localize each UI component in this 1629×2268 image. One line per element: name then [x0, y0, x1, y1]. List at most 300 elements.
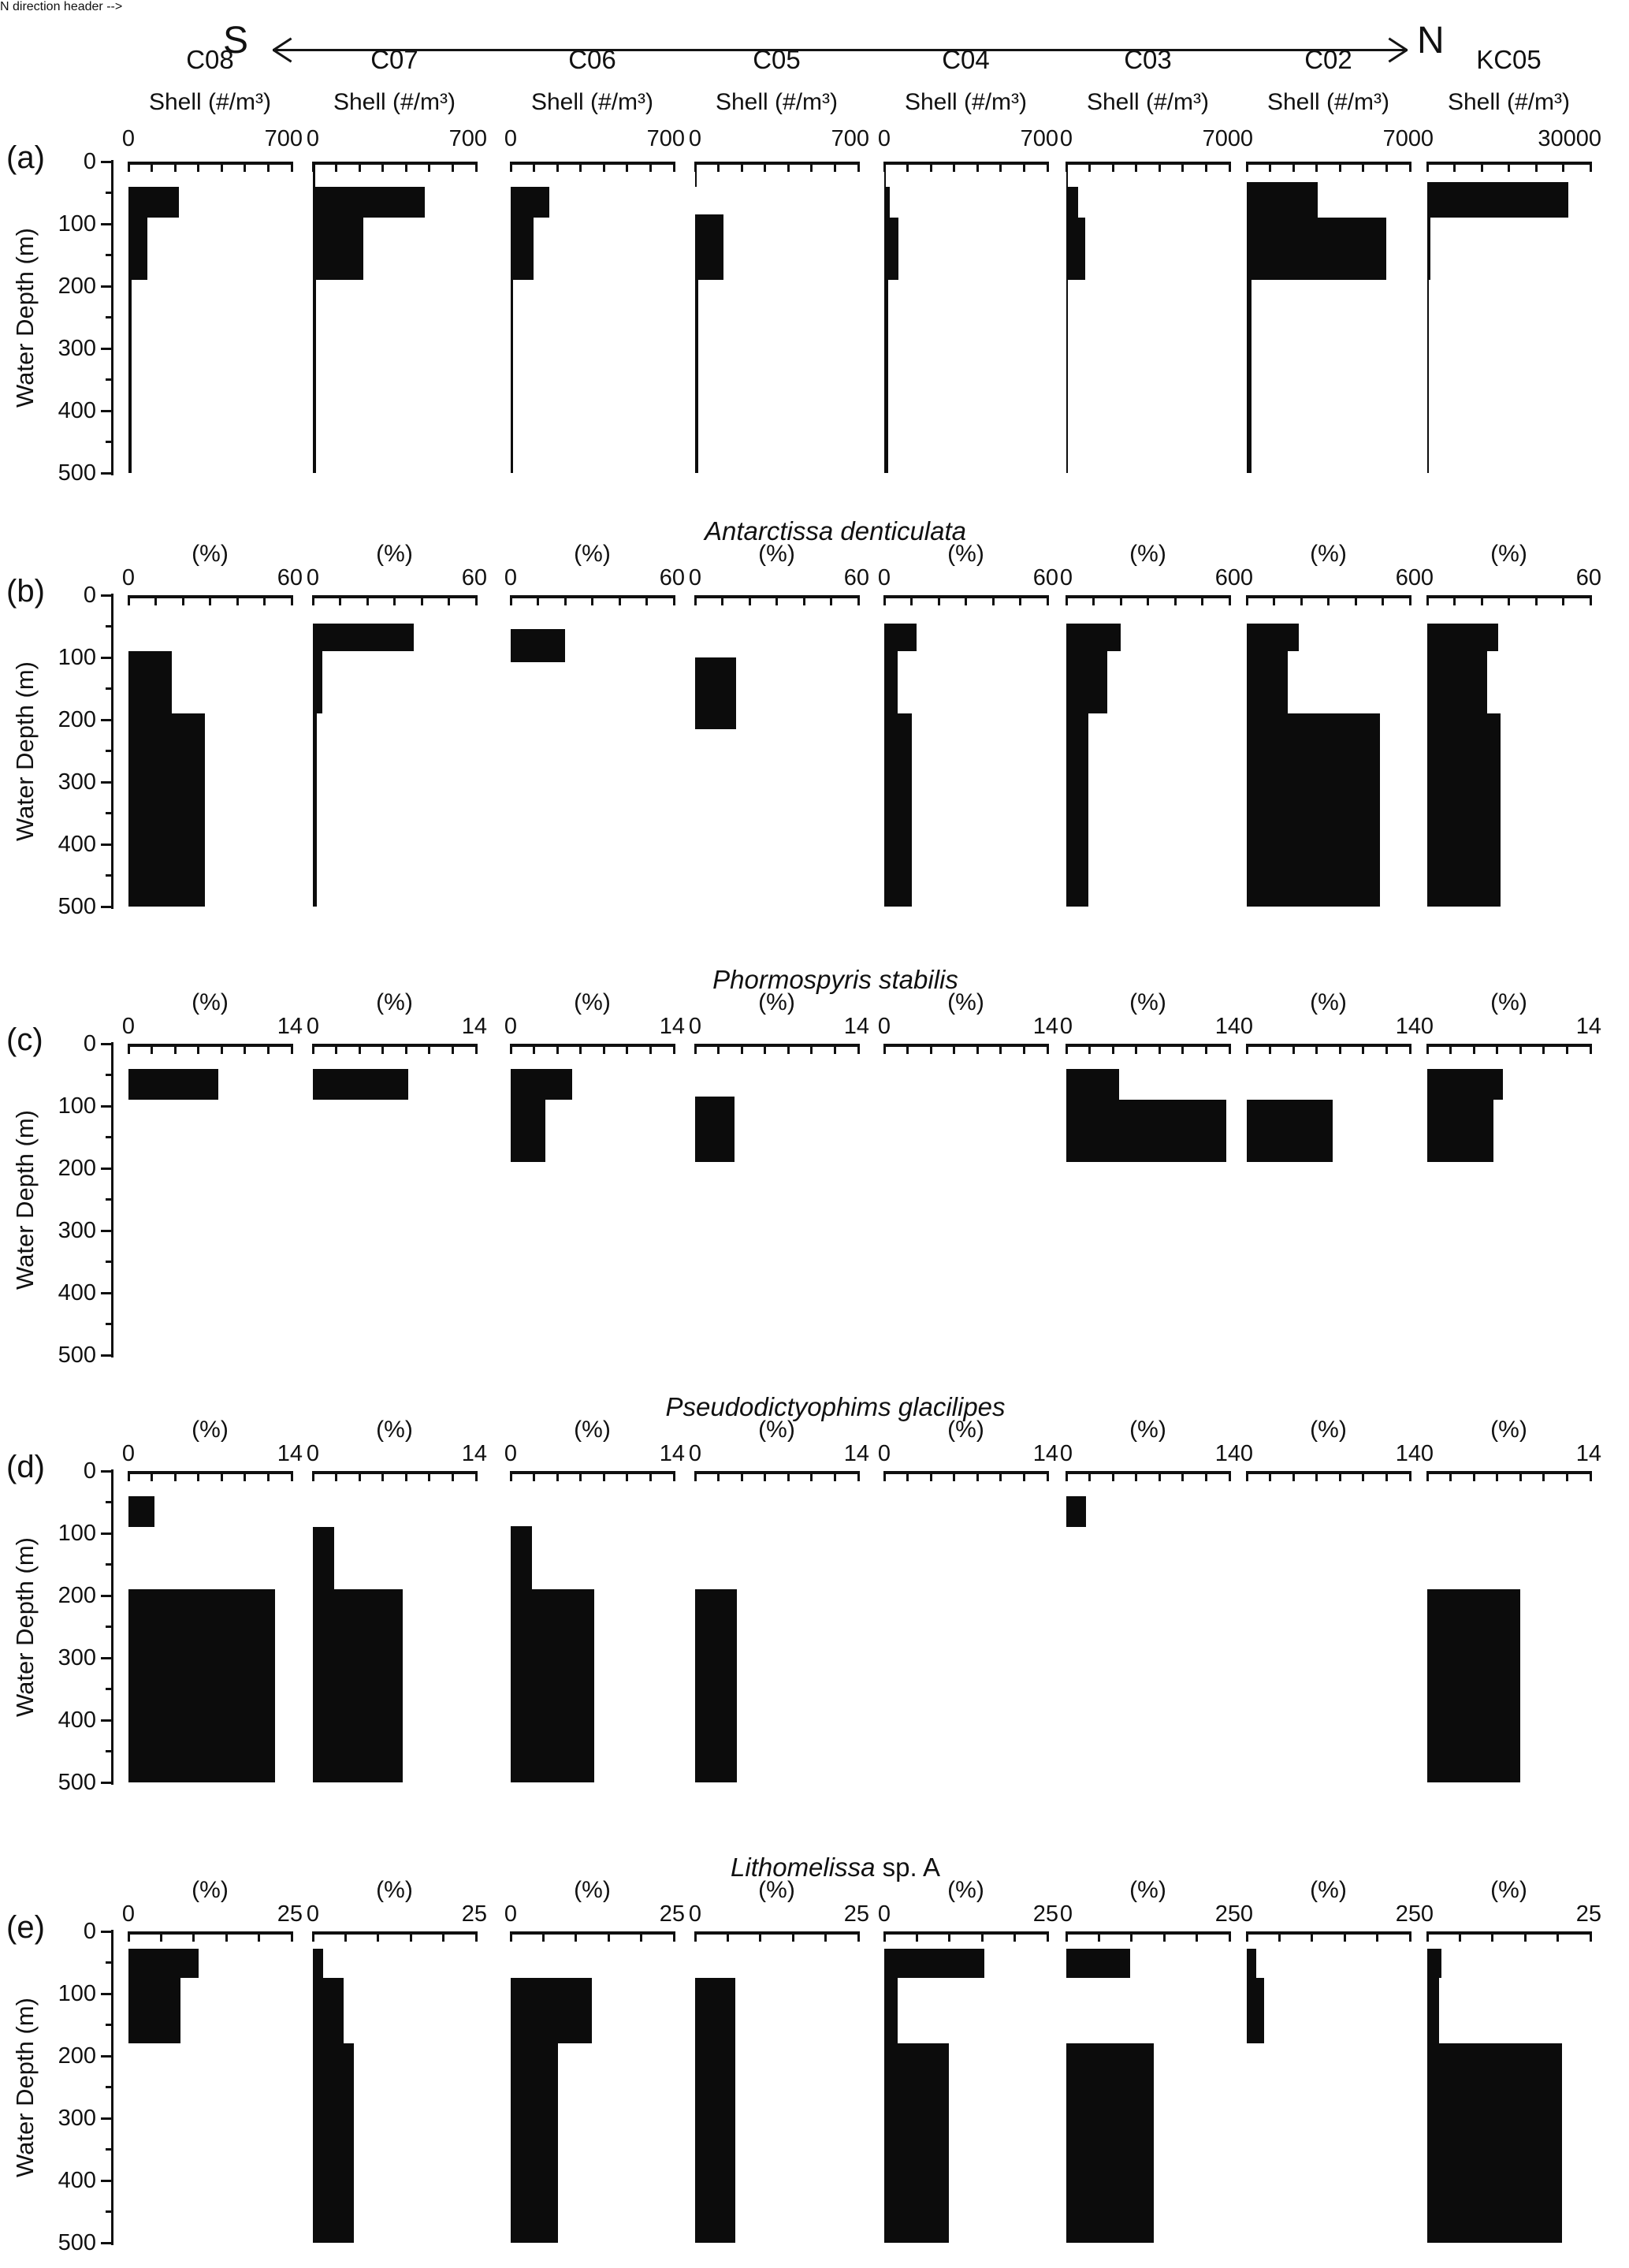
water-depth-axis-label-wrap — [8, 1471, 43, 1782]
x-axis-tick — [938, 595, 940, 605]
x-axis-tick — [810, 1471, 813, 1481]
x-axis-tick — [579, 1044, 582, 1054]
x-axis-tick — [1315, 1471, 1318, 1481]
x-axis-tick — [1229, 1471, 1231, 1481]
bar-segment — [313, 1978, 344, 2043]
x-axis-tick — [1229, 162, 1231, 172]
x-axis-tick — [1269, 162, 1271, 172]
x-scale-min-label: 0 — [688, 1441, 702, 1466]
depth-axis-tick — [101, 1595, 111, 1597]
x-axis-tick — [717, 1471, 720, 1481]
x-axis-tick — [128, 1931, 130, 1942]
x-axis-tick — [1066, 1471, 1068, 1481]
bar-segment — [511, 1589, 594, 1782]
x-axis-tick — [1205, 162, 1207, 172]
depth-axis-tick — [106, 1261, 111, 1263]
x-axis-tick — [174, 162, 177, 172]
x-axis-tick — [603, 1044, 605, 1054]
bar-segment — [313, 1527, 334, 1589]
x-scale-max-label: 14 — [659, 1014, 685, 1039]
x-scale-min-label: 0 — [306, 565, 320, 590]
x-scale-min-label: 0 — [121, 565, 136, 590]
x-scale-min-label: 0 — [121, 1441, 136, 1466]
depth-axis-tick — [101, 410, 111, 412]
x-axis-tick — [244, 1044, 246, 1054]
x-axis-tick — [1590, 162, 1592, 172]
depth-axis-tick — [106, 1136, 111, 1138]
station-label: C04 — [942, 45, 990, 74]
bar-segment — [1427, 1069, 1503, 1100]
x-axis-tick — [1174, 595, 1177, 605]
x-axis-tick — [649, 162, 652, 172]
bar-segment — [1247, 713, 1380, 907]
depth-axis-tick — [101, 472, 111, 475]
x-axis-tick — [626, 1044, 628, 1054]
depth-axis-tick — [106, 1198, 111, 1201]
x-axis-title: (%) — [1129, 1417, 1166, 1443]
x-axis-tick — [626, 1471, 628, 1481]
x-axis-tick — [428, 1471, 430, 1481]
x-axis-tick — [1066, 1931, 1068, 1942]
x-axis-tick — [792, 1931, 794, 1942]
x-axis-tick — [267, 1471, 270, 1481]
bar-segment — [128, 280, 132, 473]
depth-axis-tick — [106, 1961, 111, 1964]
x-scale-max-label: 25 — [843, 1901, 869, 1927]
x-axis-tick — [1382, 595, 1384, 605]
x-axis-tick — [291, 595, 293, 605]
x-scale-min-label: 0 — [121, 1014, 136, 1039]
bar-segment — [128, 1496, 154, 1528]
depth-tick-label: 500 — [58, 894, 96, 919]
x-scale-max-label: 700 — [264, 126, 303, 151]
x-axis-tick — [1292, 1471, 1295, 1481]
x-axis-tick — [1120, 595, 1122, 605]
bar-segment — [1066, 218, 1085, 280]
x-scale-max-label: 14 — [1032, 1441, 1058, 1466]
bar-segment — [1066, 651, 1107, 713]
species-title-roman: sp. A — [875, 1853, 940, 1882]
x-axis-tick — [981, 1931, 984, 1942]
x-axis-tick — [510, 595, 512, 605]
x-axis-tick — [225, 1931, 228, 1942]
depth-axis-tick — [101, 657, 111, 659]
x-axis-tick — [1344, 1931, 1346, 1942]
x-axis-tick — [448, 595, 450, 605]
x-axis-tick — [640, 1931, 642, 1942]
water-depth-axis-label: Water Depth (m) — [11, 1109, 39, 1290]
depth-tick-label: 500 — [58, 2230, 96, 2255]
x-scale-max-label: 14 — [1395, 1014, 1421, 1039]
bar-segment — [511, 1526, 532, 1590]
x-scale-min-label: 0 — [1420, 1014, 1434, 1039]
x-axis-tick — [1409, 1471, 1411, 1481]
bar-segment — [511, 187, 549, 218]
x-scale-max-label: 25 — [1395, 1901, 1421, 1927]
x-axis-tick — [1426, 162, 1429, 172]
station-label: C08 — [186, 45, 234, 74]
x-axis-tick — [930, 162, 932, 172]
x-axis-title: Shell (#/m³) — [715, 89, 839, 115]
x-axis-tick — [1590, 595, 1592, 605]
x-axis-tick — [291, 162, 293, 172]
x-axis-tick — [834, 1471, 836, 1481]
bar-segment — [884, 2043, 949, 2243]
depth-axis-tick — [101, 1931, 111, 1933]
x-axis-tick — [335, 1471, 337, 1481]
x-axis-title: (%) — [192, 1417, 229, 1443]
x-axis-tick — [267, 162, 270, 172]
bar-segment — [1427, 1100, 1493, 1162]
depth-tick-label: 500 — [58, 460, 96, 486]
x-axis-tick — [930, 1471, 932, 1481]
x-axis-title: (%) — [376, 1877, 413, 1903]
depth-tick-label: 200 — [58, 274, 96, 299]
x-axis-tick — [1566, 1044, 1568, 1054]
x-scale-min-label: 0 — [121, 1901, 136, 1927]
x-axis-tick — [1355, 595, 1357, 605]
x-axis-tick — [1426, 1471, 1429, 1481]
x-axis-tick — [999, 1471, 1002, 1481]
x-axis-tick — [1023, 1471, 1025, 1481]
x-scale-min-label: 0 — [877, 1441, 891, 1466]
bar-segment — [1247, 218, 1386, 280]
depth-tick-label: 100 — [58, 1093, 96, 1119]
bar-segment — [1066, 713, 1088, 907]
x-axis-title: (%) — [758, 541, 795, 567]
bar-segment — [1247, 651, 1288, 713]
panel-letter: (c) — [6, 1022, 43, 1057]
x-axis-tick — [1023, 1044, 1025, 1054]
x-axis-tick — [1269, 1471, 1271, 1481]
x-axis-tick — [366, 595, 369, 605]
bar-segment — [695, 1097, 735, 1162]
x-scale-min-label: 0 — [688, 126, 702, 151]
x-axis-tick — [428, 1044, 430, 1054]
bar-segment — [511, 280, 513, 473]
x-axis-tick — [916, 1931, 918, 1942]
bar-segment — [1247, 1100, 1333, 1162]
x-scale-max-label: 14 — [659, 1441, 685, 1466]
x-axis-tick — [537, 595, 539, 605]
x-scale-min-label: 0 — [1059, 1441, 1073, 1466]
x-axis-tick — [883, 1044, 886, 1054]
x-axis-tick — [510, 1471, 512, 1481]
x-axis-title: (%) — [1310, 1877, 1347, 1903]
x-axis-tick — [174, 1471, 177, 1481]
depth-axis-line — [111, 594, 113, 909]
bar-segment — [313, 187, 425, 218]
bar-segment — [1066, 280, 1068, 473]
depth-tick-label: 100 — [58, 1521, 96, 1546]
x-axis-tick — [1409, 162, 1411, 172]
bar-segment — [1066, 624, 1121, 652]
x-axis-tick — [1196, 1931, 1198, 1942]
x-scale-max-label: 700 — [1020, 126, 1058, 151]
bar-segment — [1066, 1069, 1119, 1100]
depth-axis-tick — [101, 719, 111, 721]
x-axis-tick — [556, 1044, 559, 1054]
x-axis-tick — [1385, 1471, 1388, 1481]
x-axis-tick — [694, 1044, 697, 1054]
x-scale-min-label: 0 — [306, 1901, 320, 1927]
x-axis-tick — [192, 1931, 195, 1942]
bar-segment — [511, 1069, 572, 1100]
depth-axis-tick — [101, 594, 111, 597]
x-axis-tick — [1566, 1471, 1568, 1481]
depth-tick-label: 200 — [58, 2043, 96, 2069]
x-scale-max-label: 25 — [461, 1901, 487, 1927]
depth-tick-label: 300 — [58, 336, 96, 361]
x-axis-tick — [948, 1931, 950, 1942]
x-axis-tick — [1409, 1931, 1411, 1942]
water-depth-axis-label-wrap — [8, 162, 43, 473]
x-scale-max-label: 14 — [1395, 1441, 1421, 1466]
x-scale-min-label: 0 — [504, 565, 518, 590]
x-axis-tick — [626, 162, 628, 172]
bar-segment — [313, 651, 322, 713]
depth-axis-tick — [106, 316, 111, 318]
x-axis-tick — [244, 162, 246, 172]
depth-axis-tick — [101, 223, 111, 225]
x-axis-tick — [221, 162, 223, 172]
depth-axis-tick — [106, 750, 111, 752]
x-axis-line — [1427, 1931, 1590, 1935]
bar-segment — [313, 1589, 403, 1782]
species-title — [705, 516, 966, 546]
bar-segment — [695, 214, 723, 280]
x-axis-line — [128, 1931, 292, 1935]
depth-axis-tick — [106, 254, 111, 256]
x-axis-tick — [603, 1471, 605, 1481]
x-scale-max-label: 60 — [1395, 565, 1421, 590]
x-axis-tick — [575, 1931, 577, 1942]
x-axis-tick — [741, 1471, 743, 1481]
x-axis-tick — [291, 1471, 293, 1481]
depth-tick-label: 100 — [58, 645, 96, 670]
x-axis-tick — [475, 1931, 478, 1942]
x-axis-tick — [1088, 1044, 1091, 1054]
x-axis-tick — [263, 595, 266, 605]
x-axis-tick — [1453, 162, 1456, 172]
x-axis-tick — [999, 1044, 1002, 1054]
depth-tick-label: 0 — [83, 583, 96, 608]
bar-segment — [1066, 1496, 1086, 1528]
depth-axis-tick — [101, 1043, 111, 1045]
x-scale-max-label: 14 — [1032, 1014, 1058, 1039]
x-scale-min-label: 0 — [1059, 1901, 1073, 1927]
x-axis-title: Shell (#/m³) — [1086, 89, 1210, 115]
x-axis-tick — [405, 162, 407, 172]
depth-axis-tick — [101, 844, 111, 846]
bar-segment — [884, 651, 898, 713]
x-scale-min-label: 0 — [1059, 565, 1073, 590]
x-axis-tick — [1362, 1044, 1364, 1054]
direction-arrow-line — [273, 49, 1408, 51]
x-axis-title: (%) — [1129, 989, 1166, 1015]
x-axis-line — [313, 1931, 476, 1935]
x-axis-tick — [533, 1044, 535, 1054]
x-axis-tick — [1339, 162, 1341, 172]
x-axis-tick — [976, 162, 979, 172]
x-axis-tick — [475, 162, 478, 172]
bar-segment — [695, 162, 697, 187]
x-scale-max-label: 14 — [843, 1014, 869, 1039]
x-axis-tick — [1135, 1471, 1137, 1481]
x-axis-title: (%) — [758, 1417, 795, 1443]
x-axis-tick — [834, 162, 836, 172]
x-scale-min-label: 0 — [504, 1014, 518, 1039]
x-scale-max-label: 700 — [646, 126, 685, 151]
x-axis-title: (%) — [376, 541, 413, 567]
x-axis-title: (%) — [947, 989, 984, 1015]
x-scale-min-label: 0 — [1240, 126, 1254, 151]
x-axis-tick — [1088, 1471, 1091, 1481]
x-axis-tick — [381, 162, 384, 172]
x-axis-tick — [1524, 1931, 1527, 1942]
bar-segment — [128, 1589, 275, 1782]
x-axis-tick — [910, 595, 913, 605]
x-axis-tick — [359, 1471, 361, 1481]
x-axis-tick — [694, 595, 697, 605]
x-axis-tick — [883, 595, 886, 605]
x-axis-title: (%) — [1490, 541, 1527, 567]
x-axis-tick — [151, 1471, 153, 1481]
x-axis-tick — [542, 1931, 545, 1942]
x-scale-min-label: 0 — [306, 1441, 320, 1466]
bar-segment — [1427, 1589, 1520, 1782]
x-axis-tick — [405, 1471, 407, 1481]
x-axis-tick — [128, 1471, 130, 1481]
x-axis-tick — [764, 162, 766, 172]
x-axis-tick — [182, 595, 184, 605]
x-scale-min-label: 0 — [877, 1901, 891, 1927]
x-axis-tick — [393, 595, 396, 605]
panel-letter: (d) — [6, 1450, 45, 1484]
x-axis-tick — [1519, 1044, 1522, 1054]
x-scale-min-label: 0 — [1059, 1014, 1073, 1039]
x-axis-tick — [1246, 162, 1248, 172]
x-axis-title: (%) — [947, 1877, 984, 1903]
bar-segment — [1066, 1949, 1130, 1978]
x-axis-title: (%) — [1490, 1417, 1527, 1443]
x-axis-tick — [1327, 595, 1330, 605]
bar-segment — [313, 218, 363, 280]
x-axis-tick — [1473, 1471, 1475, 1481]
x-axis-tick — [1426, 1931, 1429, 1942]
x-scale-max-label: 14 — [1214, 1441, 1240, 1466]
x-axis-tick — [533, 1471, 535, 1481]
x-axis-tick — [1508, 595, 1510, 605]
bar-segment — [1066, 162, 1068, 187]
x-axis-tick — [759, 1931, 761, 1942]
depth-axis-tick — [101, 1470, 111, 1473]
x-scale-max-label: 700 — [1202, 126, 1240, 151]
x-axis-tick — [1246, 1044, 1248, 1054]
depth-axis-tick — [106, 441, 111, 443]
x-scale-max-label: 14 — [277, 1441, 303, 1466]
depth-tick-label: 400 — [58, 2168, 96, 2193]
x-axis-tick — [1590, 1471, 1592, 1481]
x-scale-min-label: 0 — [877, 126, 891, 151]
depth-axis-tick — [106, 687, 111, 690]
depth-tick-label: 500 — [58, 1770, 96, 1795]
bar-segment — [511, 629, 565, 662]
species-title-italic: Phormospyris stabilis — [712, 965, 958, 994]
x-axis-title: Shell (#/m³) — [904, 89, 1028, 115]
bar-segment — [1427, 2043, 1562, 2243]
x-axis-tick — [154, 595, 157, 605]
x-axis-tick — [1481, 595, 1483, 605]
x-axis-tick — [810, 162, 813, 172]
south-label: S — [223, 20, 249, 61]
x-axis-tick — [475, 1471, 478, 1481]
depth-axis-tick — [101, 2180, 111, 2182]
depth-axis-tick — [101, 1657, 111, 1659]
x-axis-tick — [603, 162, 605, 172]
x-axis-tick — [1311, 1931, 1313, 1942]
x-axis-tick — [510, 1931, 512, 1942]
x-scale-max-label: 60 — [843, 565, 869, 590]
x-axis-tick — [953, 1471, 955, 1481]
x-axis-tick — [764, 1471, 766, 1481]
x-scale-min-label: 0 — [877, 1014, 891, 1039]
x-axis-tick — [1491, 1931, 1493, 1942]
depth-axis-line — [111, 1930, 113, 2245]
panel-letter: (a) — [6, 140, 45, 175]
x-axis-line — [511, 1931, 674, 1935]
x-axis-tick — [381, 1471, 384, 1481]
x-axis-tick — [619, 595, 621, 605]
x-axis-tick — [1229, 1044, 1231, 1054]
x-axis-title: (%) — [1490, 1877, 1527, 1903]
x-axis-tick — [717, 162, 720, 172]
x-axis-tick — [160, 1931, 162, 1942]
x-axis-tick — [209, 595, 211, 605]
x-axis-tick — [579, 162, 582, 172]
bar-segment — [1427, 713, 1501, 907]
x-axis-tick — [359, 1044, 361, 1054]
x-axis-tick — [1376, 1931, 1378, 1942]
x-axis-tick — [883, 1931, 886, 1942]
station-label: KC05 — [1476, 45, 1542, 74]
x-axis-tick — [428, 162, 430, 172]
bar-segment — [313, 624, 414, 652]
x-axis-tick — [1205, 1044, 1207, 1054]
x-axis-tick — [442, 1931, 444, 1942]
x-axis-tick — [1181, 1044, 1184, 1054]
x-axis-tick — [1562, 595, 1564, 605]
x-axis-tick — [1047, 1931, 1049, 1942]
x-axis-tick — [673, 1044, 675, 1054]
x-axis-tick — [1449, 1044, 1452, 1054]
x-axis-tick — [1339, 1044, 1341, 1054]
x-scale-max-label: 60 — [461, 565, 487, 590]
bar-segment — [884, 162, 886, 187]
x-axis-tick — [857, 1044, 860, 1054]
depth-axis-tick — [106, 625, 111, 628]
x-axis-tick — [992, 595, 995, 605]
x-axis-tick — [1246, 1931, 1248, 1942]
x-axis-tick — [1088, 162, 1091, 172]
x-axis-tick — [291, 1044, 293, 1054]
x-axis-tick — [999, 162, 1002, 172]
x-axis-tick — [1542, 1471, 1545, 1481]
panel-letter: (b) — [6, 574, 45, 609]
depth-axis-tick — [106, 812, 111, 814]
depth-axis-tick — [101, 2117, 111, 2120]
x-axis-title: (%) — [574, 1877, 611, 1903]
